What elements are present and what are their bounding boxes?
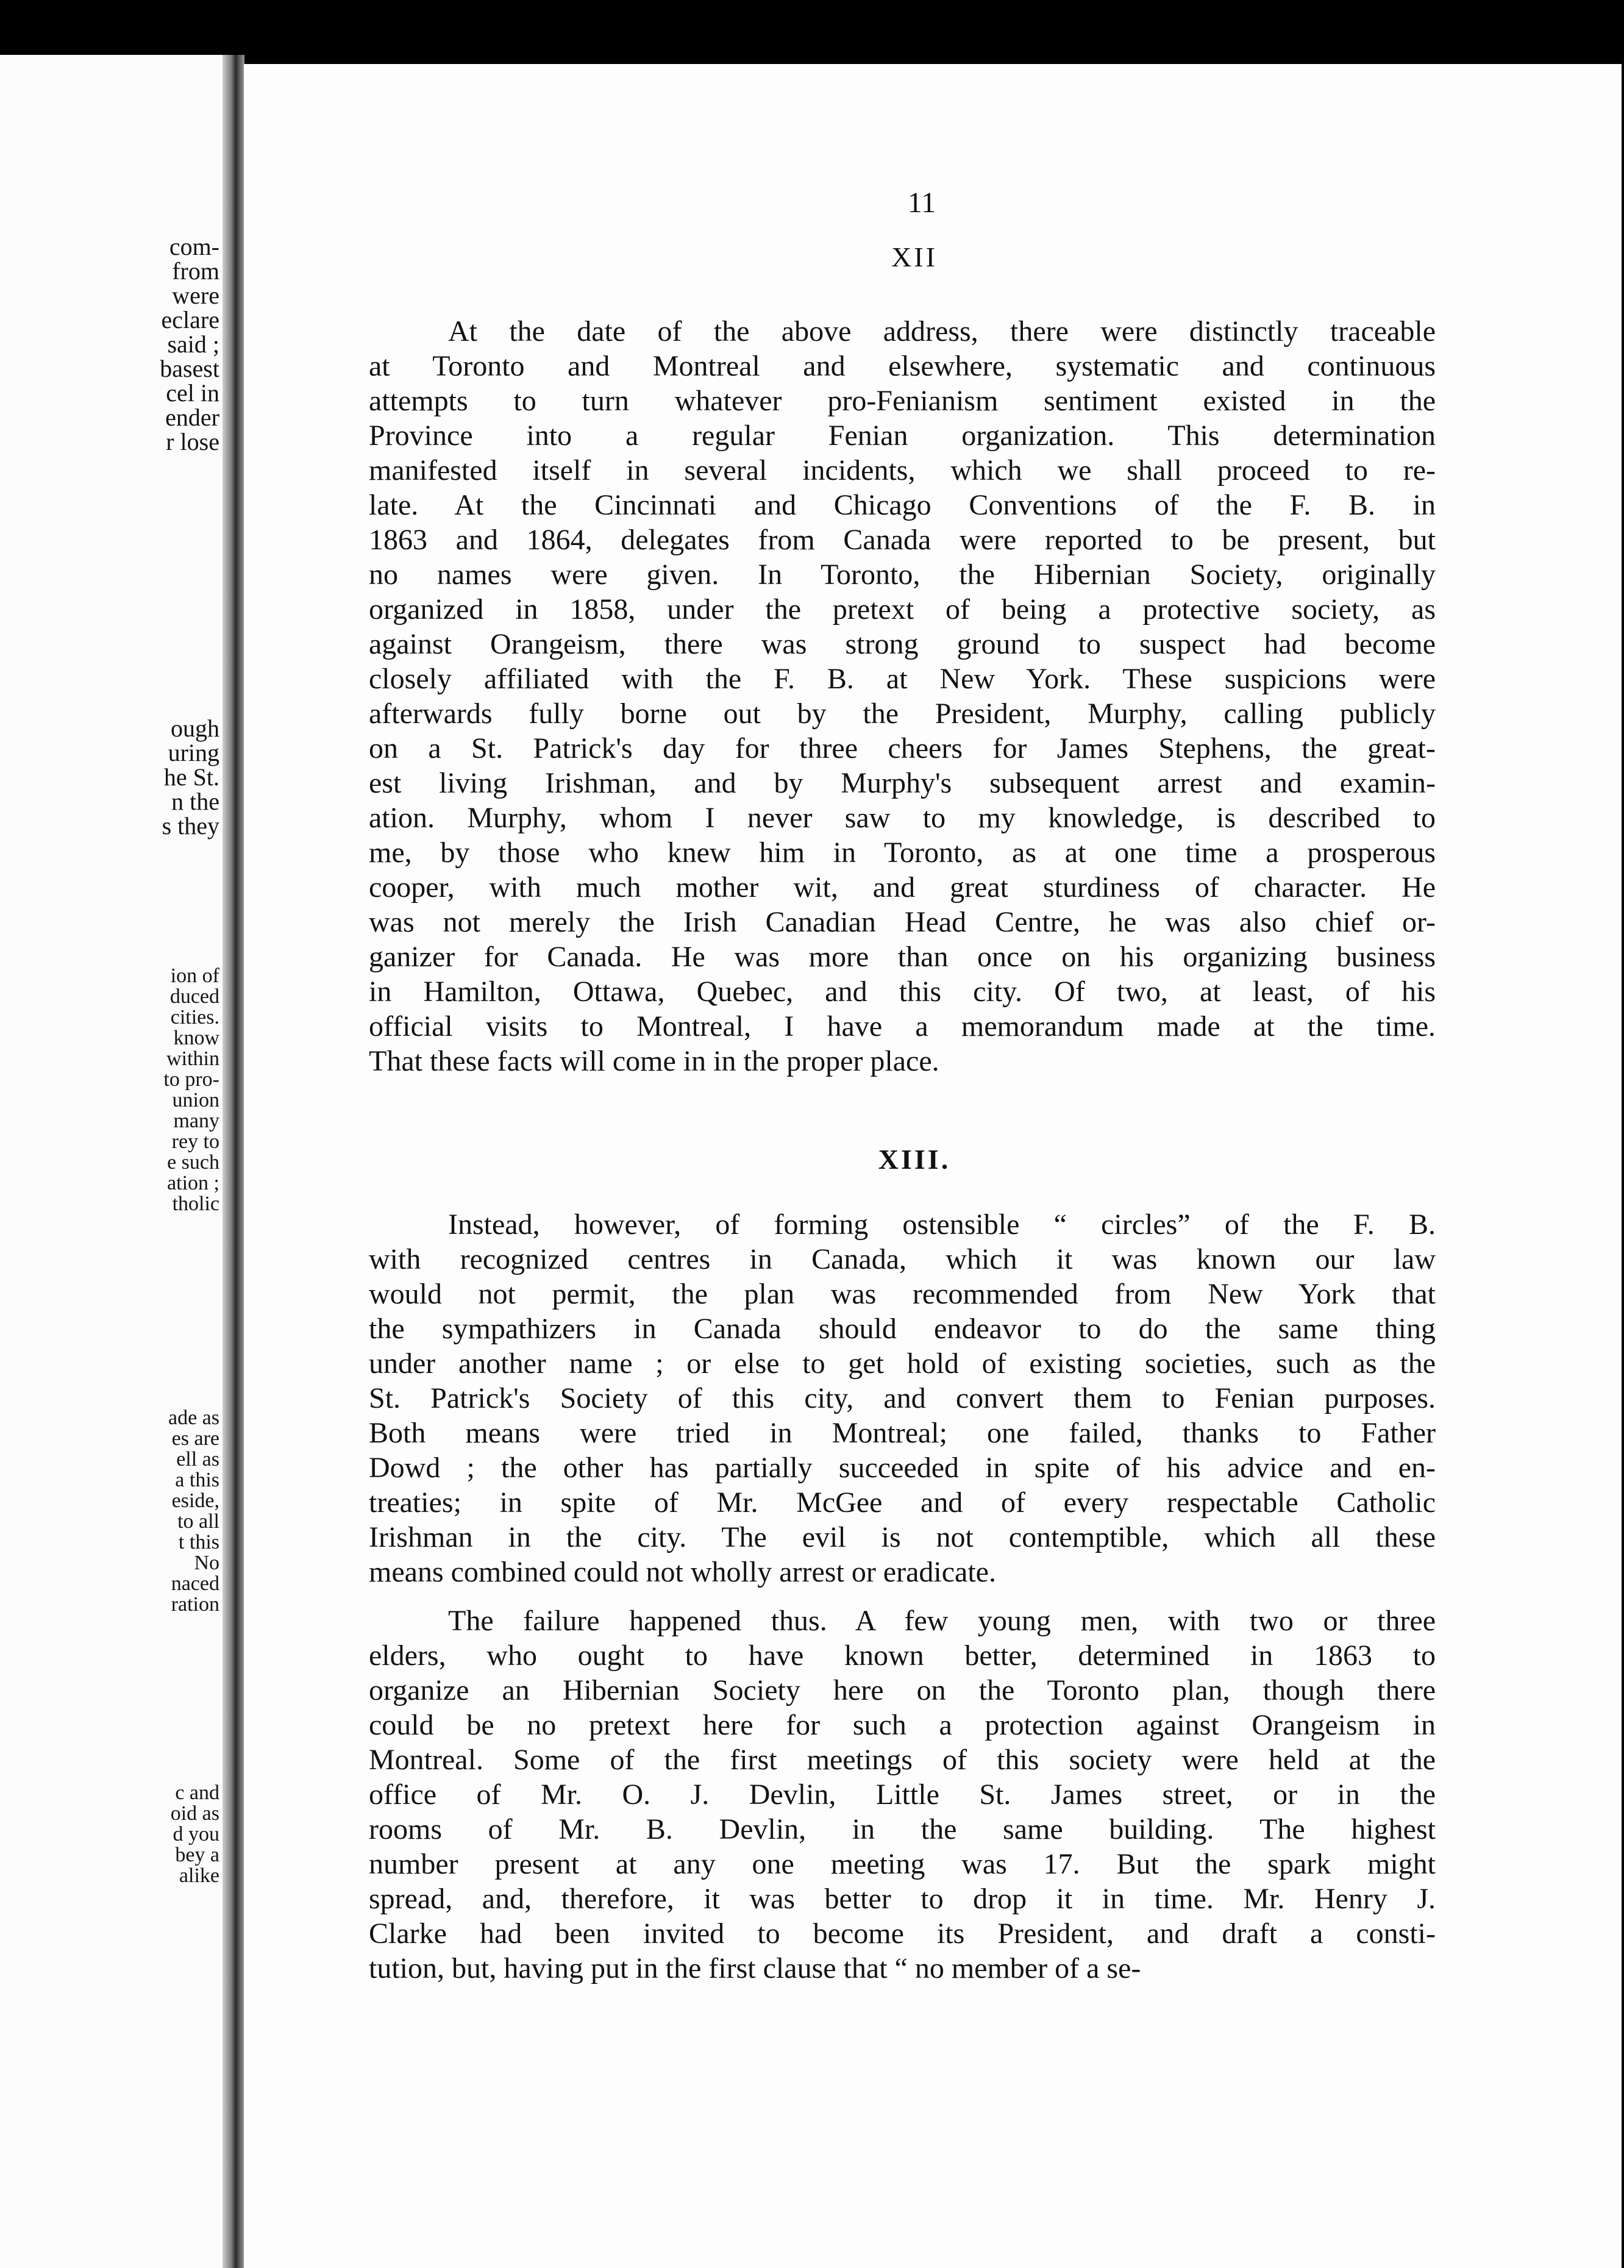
- left-fragment-line: said ;: [167, 330, 219, 358]
- left-fragment-line: rey to: [171, 1130, 219, 1153]
- text-line: est living Irishman, and by Murphy's subsequent arrest and examin-: [369, 767, 1436, 799]
- text-line: in Hamilton, Ottawa, Quebec, and this city. Of two, at least, of his: [369, 975, 1436, 1008]
- text-line: official visits to Montreal, I have a memorandum made at the time.: [369, 1010, 1436, 1043]
- text-line: would not permit, the plan was recommended from New York that: [369, 1278, 1436, 1310]
- text-line: elders, who ought to have known better, determined in 1863 to: [369, 1639, 1436, 1672]
- text-line: me, by those who knew him in Toronto, as at one time a prosperous: [369, 836, 1436, 869]
- left-fragment-block-5: [170, 1780, 219, 1887]
- text-line: cooper, with much mother wit, and great sturdiness of character. He: [369, 871, 1436, 904]
- text-line: under another name ; or else to get hold of existing societies, such as the: [369, 1347, 1436, 1380]
- section-heading-xii: XII: [891, 241, 938, 273]
- text-line: Clarke had been invited to become its President, and draft a consti-: [369, 1917, 1436, 1950]
- left-fragment-line: uring: [168, 739, 219, 766]
- left-fragment-line: duced: [169, 985, 219, 1008]
- text-line: 1863 and 1864, delegates from Canada were reported to be present, but: [369, 524, 1436, 556]
- text-line: That these facts will come in in the proper place.: [369, 1045, 939, 1077]
- text-line: could be no pretext here for such a protection against Orangeism in: [369, 1709, 1436, 1741]
- text-line: number present at any one meeting was 17. But the spark might: [369, 1848, 1436, 1880]
- left-fragment-line: within: [166, 1047, 219, 1070]
- left-fragment-line: basest: [160, 355, 219, 382]
- text-line: afterwards fully borne out by the President, Murphy, calling publicly: [369, 697, 1436, 730]
- text-line: Instead, however, of forming ostensible “ circles” of the F. B.: [448, 1208, 1436, 1241]
- left-fragment-line: alike: [179, 1864, 219, 1887]
- left-fragment-line: s they: [162, 812, 219, 840]
- book-gutter: [223, 55, 244, 2268]
- left-fragment-line: eside,: [171, 1489, 219, 1512]
- text-line: on a St. Patrick's day for three cheers for James Stephens, the great-: [369, 732, 1436, 765]
- left-fragment-line: e such: [167, 1151, 219, 1174]
- text-line: Dowd ; the other has partially succeeded in spite of his advice and en-: [369, 1452, 1436, 1484]
- text-line: treaties; in spite of Mr. McGee and of every respectable Catholic: [369, 1486, 1436, 1519]
- left-fragment-line: ration: [171, 1593, 219, 1616]
- left-fragment-line: know: [173, 1027, 219, 1049]
- left-fragment-line: t this: [178, 1531, 219, 1553]
- left-fragment-line: ough: [171, 715, 219, 742]
- section-xiii-paragraph-2: [369, 1603, 1436, 1986]
- text-line: rooms of Mr. B. Devlin, in the same building. The highest: [369, 1813, 1436, 1845]
- left-fragment-block-3: [163, 963, 219, 1215]
- left-fragment-line: eclare: [161, 306, 219, 333]
- left-fragment-line: naced: [171, 1572, 219, 1595]
- text-line: ation. Murphy, whom I never saw to my knowledge, is described to: [369, 802, 1436, 834]
- text-line: Province into a regular Fenian organization. This determination: [369, 419, 1436, 452]
- left-fragment-line: r lose: [166, 428, 219, 455]
- page-number: 11: [907, 187, 936, 219]
- text-line: organized in 1858, under the pretext of being a protective society, as: [369, 593, 1436, 626]
- left-fragment-line: ation ;: [167, 1172, 219, 1194]
- left-fragment-line: cities.: [170, 1006, 219, 1029]
- text-line: no names were given. In Toronto, the Hibernian Society, originally: [369, 558, 1436, 591]
- text-line: attempts to turn whatever pro-Fenianism sentiment existed in the: [369, 385, 1436, 417]
- previous-page-fragment: [0, 55, 226, 2268]
- text-line: St. Patrick's Society of this city, and convert them to Fenian purposes.: [369, 1382, 1436, 1414]
- left-fragment-line: ion of: [170, 965, 219, 987]
- text-line: late. At the Cincinnati and Chicago Conventions of the F. B. in: [369, 489, 1436, 521]
- text-line: against Orangeism, there was strong ground to suspect had become: [369, 628, 1436, 660]
- left-fragment-line: No: [194, 1552, 219, 1574]
- section-xii-paragraph-1: [369, 314, 1436, 1079]
- text-line: the sympathizers in Canada should endeavor to do the same thing: [369, 1313, 1436, 1345]
- section-xiii-paragraph-1: [369, 1207, 1436, 1589]
- left-fragment-line: to all: [177, 1510, 219, 1533]
- text-line: Irishman in the city. The evil is not contemptible, which all these: [369, 1521, 1436, 1553]
- text-line: ganizer for Canada. He was more than once on his organizing business: [369, 941, 1436, 973]
- text-line: spread, and, therefore, it was better to drop it in time. Mr. Henry J.: [369, 1883, 1436, 1915]
- left-fragment-line: d you: [173, 1823, 219, 1845]
- left-fragment-line: oid as: [170, 1802, 219, 1825]
- left-fragment-line: from: [172, 257, 219, 285]
- left-fragment-line: tholic: [172, 1193, 219, 1215]
- left-fragment-line: a this: [175, 1469, 219, 1491]
- left-fragment-line: union: [172, 1089, 219, 1111]
- left-fragment-line: ell as: [176, 1448, 219, 1471]
- text-line: manifested itself in several incidents, which we shall proceed to re-: [369, 454, 1436, 487]
- section-heading-xiii: XIII.: [878, 1144, 951, 1175]
- left-fragment-line: es are: [171, 1427, 219, 1450]
- text-line: closely affiliated with the F. B. at New York. These suspicions were: [369, 663, 1436, 695]
- left-fragment-line: n the: [171, 788, 219, 815]
- text-line: was not merely the Irish Canadian Head Centre, he was also chief or-: [369, 906, 1436, 938]
- left-fragment-line: to pro-: [163, 1068, 219, 1091]
- text-line: The failure happened thus. A few young men, with two or three: [448, 1605, 1436, 1637]
- text-line: Montreal. Some of the first meetings of this society were held at the: [369, 1744, 1436, 1776]
- left-fragment-block-4: [168, 1405, 219, 1616]
- text-line: At the date of the above address, there were distinctly traceable: [448, 315, 1436, 348]
- text-line: Both means were tried in Montreal; one failed, thanks to Father: [369, 1417, 1436, 1449]
- text-line: with recognized centres in Canada, which it was known our law: [369, 1243, 1436, 1275]
- left-fragment-block-1: [160, 232, 219, 455]
- text-line: organize an Hibernian Society here on the Toronto plan, though there: [369, 1674, 1436, 1706]
- left-fragment-line: ade as: [168, 1407, 219, 1429]
- left-fragment-line: ender: [165, 404, 219, 431]
- left-fragment-line: were: [172, 282, 219, 309]
- left-fragment-line: bey a: [175, 1844, 219, 1866]
- text-line: means combined could not wholly arrest or eradicate.: [369, 1556, 996, 1588]
- left-fragment-line: com-: [169, 233, 219, 260]
- left-fragment-line: he St.: [163, 763, 219, 791]
- left-fragment-block-2: [162, 713, 219, 840]
- text-line: at Toronto and Montreal and elsewhere, systematic and continuous: [369, 350, 1436, 382]
- text-line: tution, but, having put in the first clause that “ no member of a se-: [369, 1952, 1141, 1984]
- left-fragment-line: cel in: [166, 379, 219, 407]
- left-fragment-line: many: [173, 1110, 219, 1132]
- left-fragment-line: c and: [175, 1781, 219, 1804]
- text-line: office of Mr. O. J. Devlin, Little St. James street, or in the: [369, 1778, 1436, 1811]
